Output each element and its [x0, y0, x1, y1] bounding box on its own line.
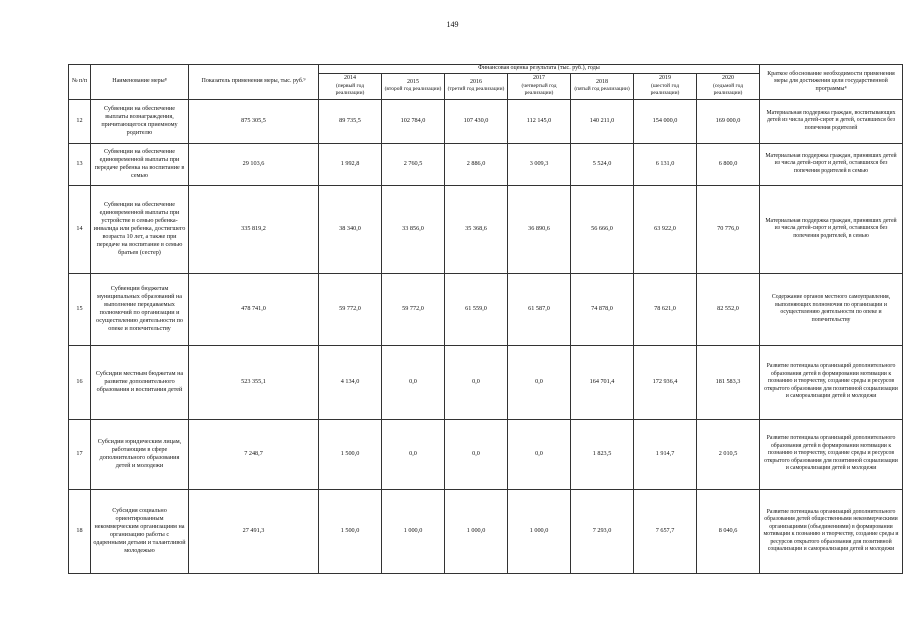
year-value: 35 368,6 — [445, 185, 508, 273]
year-value: 1 500,0 — [319, 489, 382, 573]
year-value: 33 856,0 — [382, 185, 445, 273]
measure-name: Субвенции бюджетам муниципальных образований на выполнение передаваемых полномочий по организации и осуществлению деятельности по опеке и попечительству — [91, 273, 189, 345]
measure-reason: Материальная поддержка граждан, принявших детей из числа детей-сирот и детей, оставшихся без попечения родителей, в семью — [760, 185, 903, 273]
year-value: 3 009,3 — [508, 143, 571, 185]
year-value: 63 922,0 — [634, 185, 697, 273]
measure-name: Субвенции на обеспечение единовременной выплаты при устройстве в семью ребенка-инвалида или ребенка, достигшего возраста 10 лет, а также при передаче на воспитание в семью братьев (сестер) — [91, 185, 189, 273]
year-value: 6 800,0 — [697, 143, 760, 185]
header-year-sub: (третий год реализации) — [447, 86, 505, 93]
year-value: 6 131,0 — [634, 143, 697, 185]
row-number: 12 — [69, 99, 91, 143]
year-value: 59 772,0 — [319, 273, 382, 345]
year-value: 2 010,5 — [697, 419, 760, 489]
row-number: 14 — [69, 185, 91, 273]
year-value: 36 890,6 — [508, 185, 571, 273]
measure-name: Субсидии местным бюджетам на развитие дополнительного образования и воспитания детей — [91, 345, 189, 419]
indicator-value: 335 819,2 — [189, 185, 319, 273]
header-year — [382, 73, 445, 99]
measure-reason: Развитие потенциала организаций дополнительного образования детей в формировании мотивации к познанию и творчеству, создание среды и ресурсов открытого образования для позитивной социализации и самореализации детей и молодежи — [760, 345, 903, 419]
measure-name: Субсидия социально ориентированным некоммерческим организациям на организацию работы с одаренными детьми и талантливой молодежью — [91, 489, 189, 573]
year-value: 2 886,0 — [445, 143, 508, 185]
header-year-sub: (пятый год реализации) — [574, 86, 630, 93]
year-value: 1 000,0 — [508, 489, 571, 573]
header-year-sub: (седьмой год реализации) — [712, 82, 744, 96]
year-value: 102 784,0 — [382, 99, 445, 143]
year-value: 0,0 — [445, 419, 508, 489]
header-year-sub: (первый год реализации) — [335, 82, 365, 96]
year-value: 154 000,0 — [634, 99, 697, 143]
indicator-value: 7 248,7 — [189, 419, 319, 489]
table-row — [69, 99, 903, 143]
year-value: 8 040,6 — [697, 489, 760, 573]
year-value: 59 772,0 — [382, 273, 445, 345]
year-value: 107 430,0 — [445, 99, 508, 143]
year-value: 181 583,3 — [697, 345, 760, 419]
year-value: 7 293,0 — [571, 489, 634, 573]
year-value: 0,0 — [508, 419, 571, 489]
year-value: 5 524,0 — [571, 143, 634, 185]
table-row — [69, 489, 903, 573]
year-value: 140 211,0 — [571, 99, 634, 143]
table-row — [69, 143, 903, 185]
measure-name: Субвенции на обеспечение выплаты вознаграждения, причитающегося приемному родителю — [91, 99, 189, 143]
table-row — [69, 345, 903, 419]
table-header — [69, 65, 903, 100]
measure-name: Субвенции на обеспечение единовременной выплаты при передаче ребенка на воспитание в семью — [91, 143, 189, 185]
year-value: 0,0 — [382, 345, 445, 419]
year-value: 4 134,0 — [319, 345, 382, 419]
header-year — [697, 73, 760, 99]
year-value: 1 992,8 — [319, 143, 382, 185]
year-value: 56 666,0 — [571, 185, 634, 273]
header-year-sub: (шестой год реализации) — [650, 82, 680, 96]
year-value: 61 587,0 — [508, 273, 571, 345]
year-value: 0,0 — [445, 345, 508, 419]
measure-reason: Содержание органов местного самоуправления, выполняющих полномочия по организации и осуществлению деятельности по опеке и попечительству — [760, 273, 903, 345]
year-value: 172 936,4 — [634, 345, 697, 419]
year-value: 0,0 — [508, 345, 571, 419]
year-value: 78 621,0 — [634, 273, 697, 345]
header-indicator: Показатель применения меры, тыс. руб.⁹ — [189, 65, 319, 100]
header-reason: Краткое обоснование необходимости применения меры для достижения цели государственной программы⁴ — [760, 65, 903, 100]
measure-reason: Развитие потенциала организаций дополнительного образования детей в формировании мотивации к познанию и творчеству, создание среды и ресурсов открытого образования для позитивной социализации и самореализации детей и молодежи — [760, 419, 903, 489]
header-year — [445, 73, 508, 99]
year-value: 164 701,4 — [571, 345, 634, 419]
year-value: 7 657,7 — [634, 489, 697, 573]
header-year — [508, 73, 571, 99]
measure-reason: Материальная поддержка граждан, воспитывающих детей из числа детей-сирот и детей, оставшихся без попечения родителей — [760, 99, 903, 143]
year-value: 74 878,0 — [571, 273, 634, 345]
header-no: № п/п — [69, 65, 91, 100]
header-year-sub: (четвертый год реализации) — [521, 82, 557, 96]
table-row — [69, 419, 903, 489]
year-value: 0,0 — [382, 419, 445, 489]
year-value: 1 500,0 — [319, 419, 382, 489]
page-number: 149 — [446, 20, 459, 29]
indicator-value: 523 355,1 — [189, 345, 319, 419]
year-value: 89 735,5 — [319, 99, 382, 143]
table-body — [69, 99, 903, 573]
measures-table — [68, 64, 903, 574]
header-year-label: 2015 — [407, 78, 419, 85]
header-financial: Финансовая оценка результата (тыс. руб.), годы — [319, 65, 760, 74]
year-value: 1 823,5 — [571, 419, 634, 489]
measure-reason: Развитие потенциала организаций дополнительного образования детей общественными некоммерческими организациями (объединениями) в формировании мотивации к познанию и творчеству, создание среды и ресурсов открытого образования для позитивной социализации и самореализации детей и молодежи — [760, 489, 903, 573]
header-name: Наименование меры⁸ — [91, 65, 189, 100]
indicator-value: 875 305,5 — [189, 99, 319, 143]
year-value: 169 000,0 — [697, 99, 760, 143]
row-number: 16 — [69, 345, 91, 419]
year-value: 82 552,0 — [697, 273, 760, 345]
measure-name: Субсидии юридическим лицам, работающим в сфере дополнительного образования детей и молодежи — [91, 419, 189, 489]
year-value: 1 000,0 — [382, 489, 445, 573]
year-value: 1 914,7 — [634, 419, 697, 489]
measure-reason: Материальная поддержка граждан, принявших детей из числа детей-сирот и детей, оставшихся без попечения родителей в семью — [760, 143, 903, 185]
row-number: 13 — [69, 143, 91, 185]
indicator-value: 29 103,6 — [189, 143, 319, 185]
year-value: 112 145,0 — [508, 99, 571, 143]
year-value: 61 559,0 — [445, 273, 508, 345]
header-year-label: 2020 — [722, 75, 734, 82]
table-row — [69, 273, 903, 345]
row-number: 15 — [69, 273, 91, 345]
indicator-value: 478 741,0 — [189, 273, 319, 345]
year-value: 2 760,5 — [382, 143, 445, 185]
row-number: 17 — [69, 419, 91, 489]
indicator-value: 27 491,3 — [189, 489, 319, 573]
year-value: 70 776,0 — [697, 185, 760, 273]
table-row — [69, 185, 903, 273]
header-year — [319, 73, 382, 99]
header-year — [634, 73, 697, 99]
header-year-label: 2016 — [470, 78, 482, 85]
header-year — [571, 73, 634, 99]
year-value: 1 000,0 — [445, 489, 508, 573]
header-year-sub: (второй год реализации) — [384, 86, 442, 93]
row-number: 18 — [69, 489, 91, 573]
header-year-label: 2018 — [596, 78, 608, 85]
header-year-label: 2017 — [533, 75, 545, 82]
header-year-label: 2019 — [659, 75, 671, 82]
year-value: 38 340,0 — [319, 185, 382, 273]
header-year-label: 2014 — [344, 75, 356, 82]
